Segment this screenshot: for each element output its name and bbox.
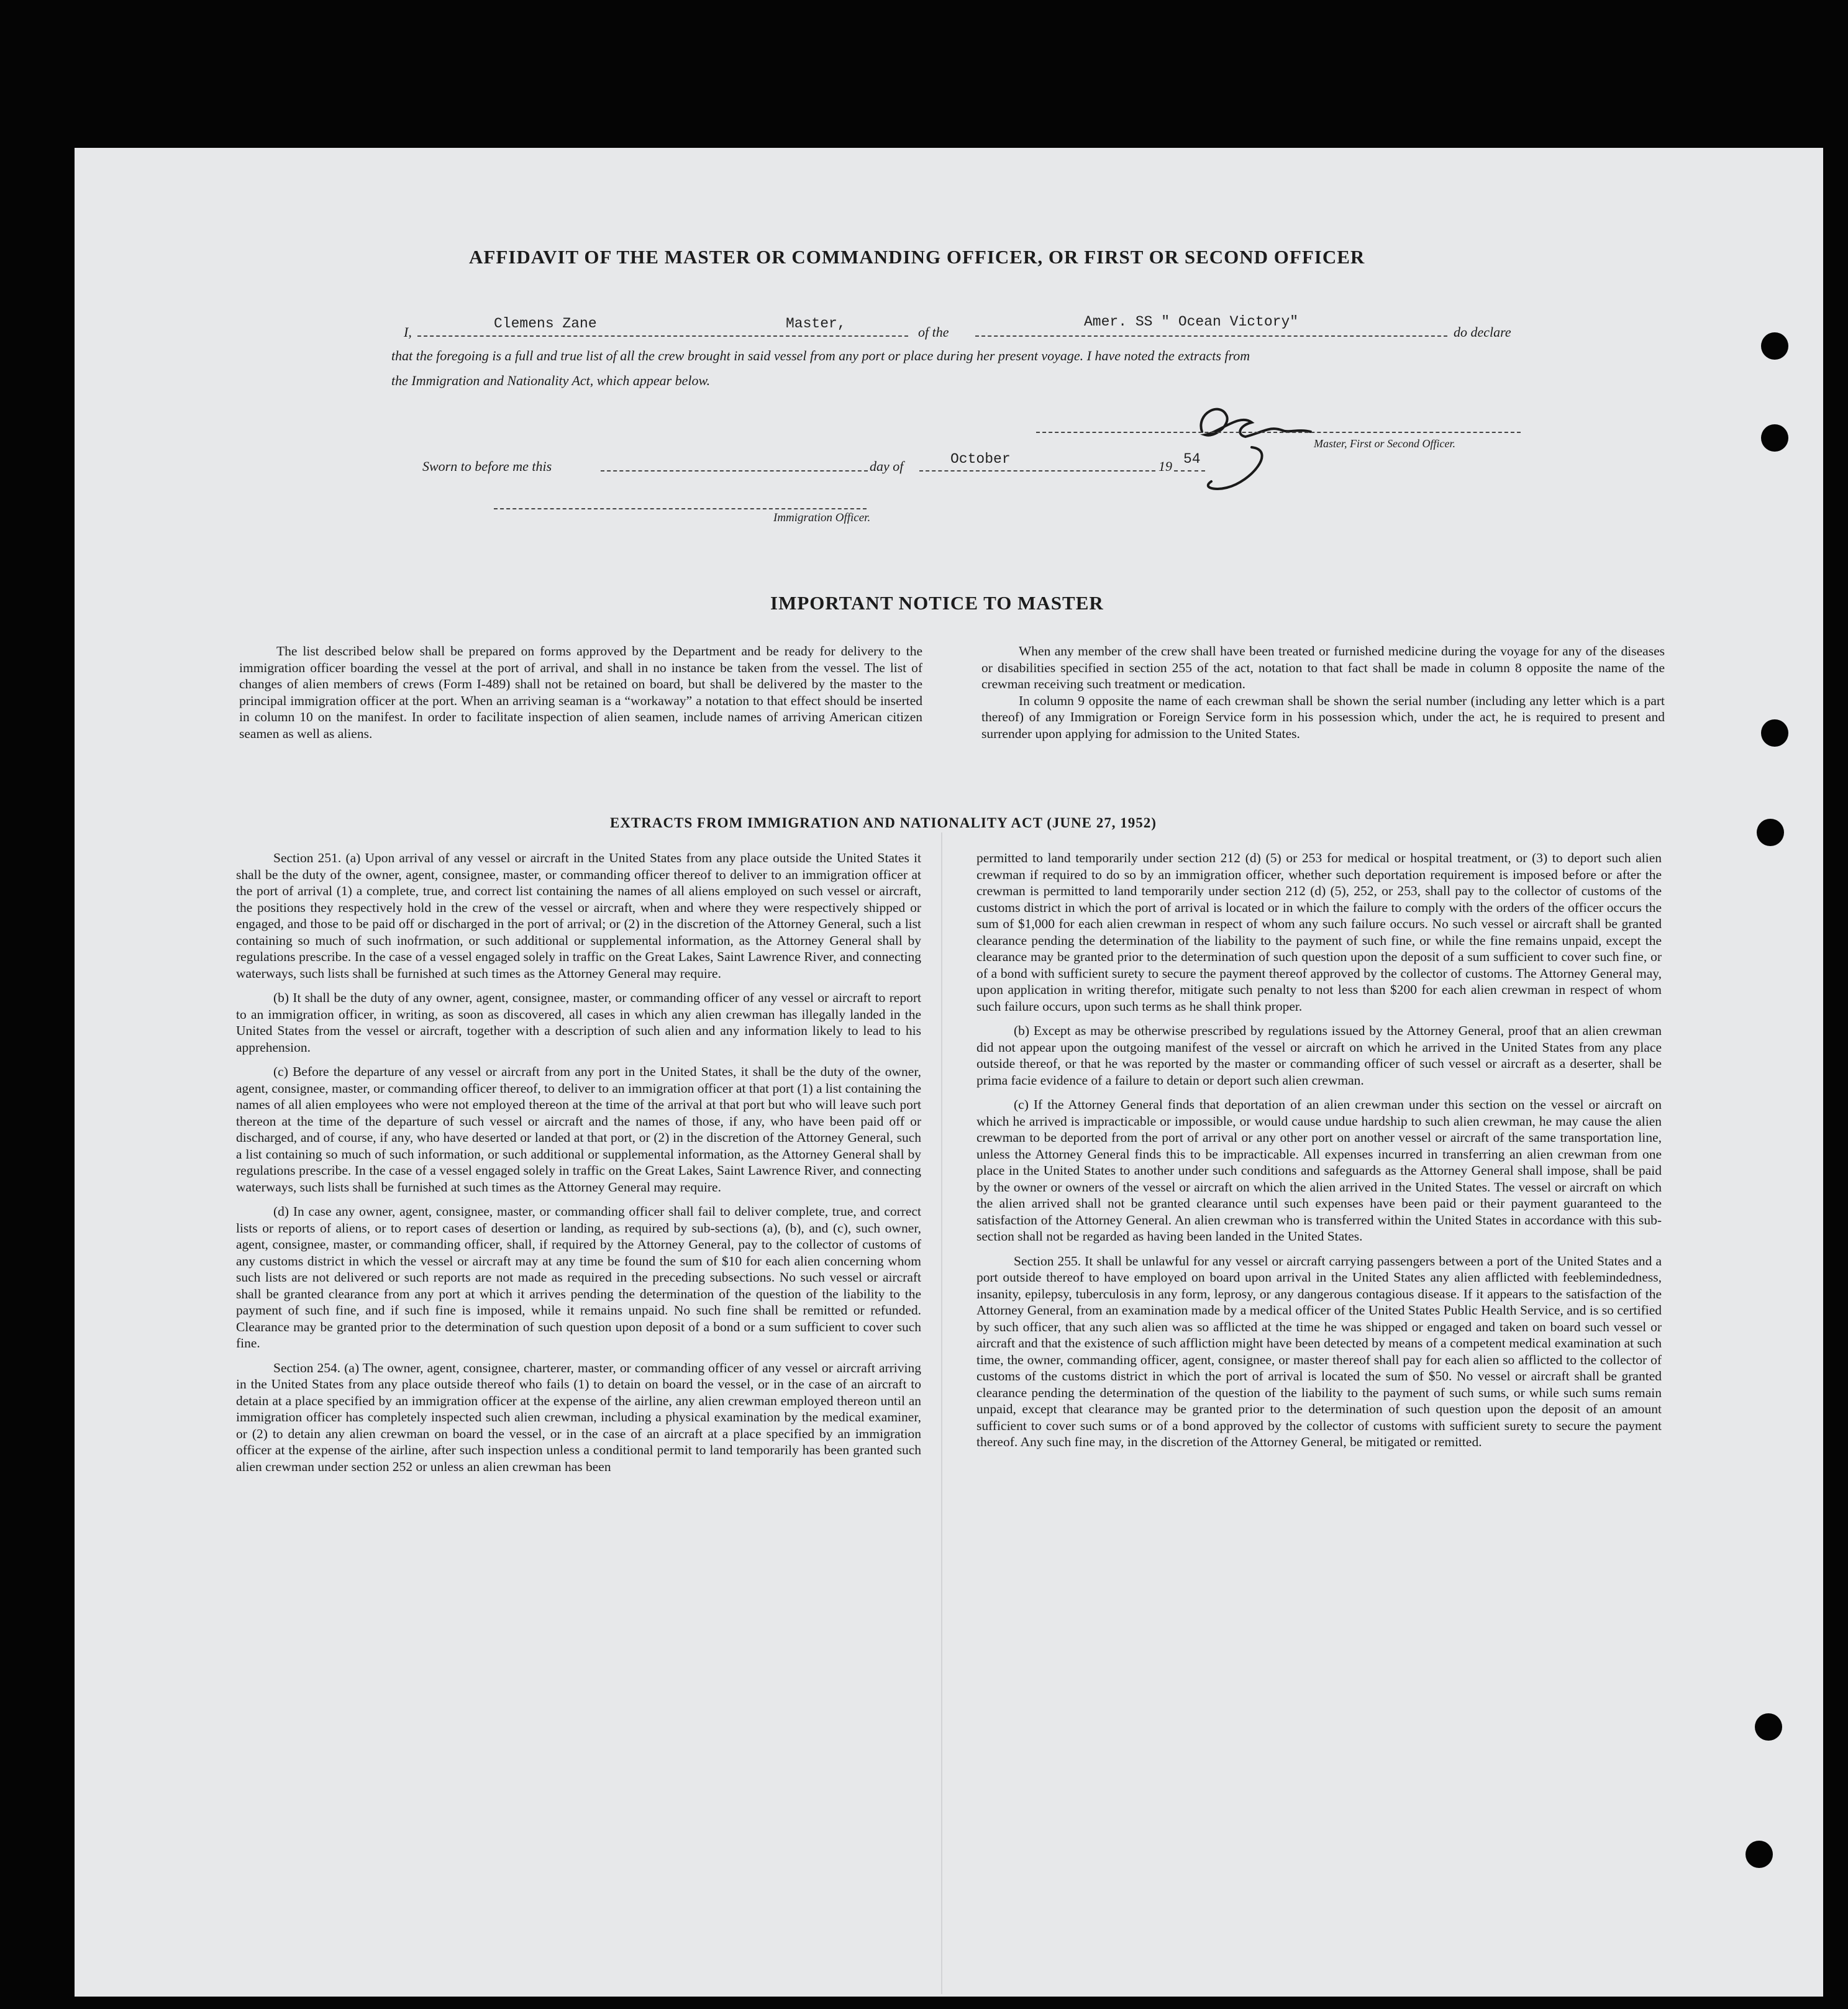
master-name: Clemens Zane bbox=[494, 316, 597, 332]
punch-hole bbox=[1757, 819, 1784, 846]
sworn-label: Sworn to before me this bbox=[422, 458, 552, 474]
punch-hole bbox=[1746, 1841, 1773, 1868]
year-prefix: 19 bbox=[1158, 458, 1172, 474]
section-251a-paragraph: Section 251. (a) Upon arrival of any vessel or aircraft in the United States from any place outside the United States it shall be the duty of the owner, agent, consignee, master, or commanding officer thereof to deliver to an immigration officer at the port of arrival (1) a complete, true, and correct list containing the names of all aliens employed on such vessel or aircraft, the positions they respectively hold in the crew of the vessel or aircraft, when and where they were respectively shipped or engaged, and those to be paid off or discharged in the port of arrival; or (2) in the discretion of the Attorney General, such a list containing so much of such inofrmation, or such additional or supplemental information, as the Attorney General shall by regulations prescribe. In the case of a vessel engaged solely in traffic on the Great Lakes, Saint Lawrence River, and connecting waterways, such lists shall be furnished at such times as the Attorney General may require. bbox=[236, 850, 921, 981]
year-line bbox=[1174, 470, 1205, 472]
do-declare-label: do declare bbox=[1454, 324, 1511, 340]
signature-line bbox=[1036, 432, 1521, 433]
section-251d-paragraph: (d) In case any owner, agent, consignee, master, or commanding officer shall fail to deliver complete, true, and correct lists or reports of aliens, or to report cases of desertion or landing, as required by sub-sections (a), (b), and (c), such owner, agent, consignee, master, or commanding officer, shall, if required by the Attorney General, pay to the collector of customs of any customs district in which the vessel or aircraft may at any time be found the sum of $10 for each alien concerning whom such lists are not delivered or such reports are not made as required in the preceding subsections. No such vessel or aircraft shall be granted clearance from any port at which it arrives pending the determination of the question of the liability to the payment of such fine, and if such fine is imposed, while it remains unpaid. No such fine shall be remitted or refunded. Clearance may be granted prior to the determination of such question upon deposit of a bond or a sum sufficient to cover such fine. bbox=[236, 1204, 921, 1351]
punch-hole bbox=[1761, 332, 1788, 360]
section-254a-paragraph: Section 254. (a) The owner, agent, consignee, charterer, master, or commanding officer of any vessel or aircraft arriving in the United States from any place outside thereof who fails (1) to detain on board the vessel, or in the case of an aircraft to detain at a place specified by an immigration officer at the expense of the airline, any alien crewman employed thereon until an immigration officer has completely inspected such alien crewman, including a physical examination by the medical examiner, or (2) to detain any alien crewman on board the vessel, or in the case of an aircraft at a place specified by an immigration officer at the expense of the airline, after such inspection unless a conditional permit to land temporarily has been granted such alien crewman under section 252 or unless an alien crewman has been bbox=[236, 1360, 921, 1474]
day-of-label: day of bbox=[870, 458, 904, 474]
notice-left-column bbox=[239, 643, 922, 742]
month-line bbox=[919, 470, 1155, 472]
vessel-line bbox=[975, 335, 1447, 337]
statement-line-2: the Immigration and Nationality Act, which appear below. bbox=[391, 373, 711, 388]
punch-hole bbox=[1755, 1713, 1782, 1741]
month-value: October bbox=[950, 451, 1011, 467]
section-254a-continued-paragraph: permitted to land temporarily under section 212 (d) (5) or 253 for medical or hospital treatment, or (3) to deport such alien crewman if required to do so by an immigration officer, whether such deportation requirement is imposed before or after the crewman is permitted to land temporarily under section 212 (d) (5), 252, or 253, shall pay to the collector of customs of the customs district in which the port of arrival is located or in which the failure to comply with the orders of the officer occurs the sum of $1,000 for each alien crewman in respect of whom any such failure occurs. No such vessel or aircraft shall be granted clearance pending the determination of the liability to the payment of such fine, or while the fine remains unpaid, except the clearance may be granted prior to the determination of such question upon the deposit of a sum sufficient to cover such fine, or of a bond with sufficient surety to secure the payment thereof approved by the collector of customs. The Attorney General may, upon application in writing therefor, mitigate such penalty to not less than $200 for each alien crewman in respect of whom such failure occurs, upon such terms as he shall think proper. bbox=[976, 850, 1662, 1014]
of-the-label: of the bbox=[918, 324, 949, 340]
statement-line-1: that the foregoing is a full and true list of all the crew brought in said vessel from any port or place during her present voyage. I have noted the extracts from bbox=[391, 348, 1250, 363]
notice-title: IMPORTANT NOTICE TO MASTER bbox=[770, 592, 1104, 614]
section-251b-paragraph: (b) It shall be the duty of any owner, agent, consignee, master, or commanding officer of any vessel or aircraft to report to an immigration officer, in writing, as soon as discovered, all cases in which any alien crewman has illegally landed in the United States from the vessel or aircraft, together with a description of such alien and any information likely to lead to his apprehension. bbox=[236, 990, 921, 1055]
section-255-paragraph: Section 255. It shall be unlawful for any vessel or aircraft carrying passengers between a port of the United States and a port outside thereof to have employed on board upon arrival in the United States any alien afflicted with feeblemindedness, insanity, epilepsy, tuberculosis in any form, leprosy, or any dangerous contagious disease. If it appears to the satisfaction of the Attorney General, from an examination made by a medical officer of the United States Public Health Service, and is so certified by such officer, that any such alien was so afflicted at the time he was shipped or engaged and taken on board such vessel or aircraft and that the existence of such affliction might have been detected by means of a competent medical examination at such time, the owner, commanding officer, agent, consignee, or master thereof shall pay for each alien so afflicted to the collector of customs of the customs district in which the port of arrival is located the sum of $50. No vessel or aircraft shall be granted clearance pending the determination of the question of the liability to the payment of such sums, or while such sums remain unpaid, except that clearance may be granted prior to the determination of such question upon the deposit of an amount sufficient to cover such sums or of a bond approved by the collector of customs with sufficient surety to secure the payment thereof. Any such fine may, in the discretion of the Attorney General, be mitigated or remitted. bbox=[976, 1253, 1662, 1449]
punch-hole bbox=[1761, 719, 1788, 747]
extracts-title: EXTRACTS FROM IMMIGRATION AND NATIONALITY ACT (JUNE 27, 1952) bbox=[610, 815, 1157, 831]
notice-right-paragraph-1: When any member of the crew shall have been treated or furnished medicine during the voyage for any of the diseases or disabilities specified in section 255 of the act, notation to that fact shall be made in column 8 opposite the name of the crewman receiving such treatment or medication. bbox=[981, 644, 1665, 691]
immigration-officer-line bbox=[494, 508, 867, 509]
punch-hole bbox=[1761, 424, 1788, 452]
signature-caption: Master, First or Second Officer. bbox=[1314, 437, 1455, 450]
notice-right-column bbox=[981, 643, 1665, 742]
page-fold-line bbox=[941, 832, 942, 1994]
extracts-right-column bbox=[976, 850, 1662, 1459]
vessel-name: Amer. SS " Ocean Victory" bbox=[1084, 314, 1299, 330]
affidavit-title: AFFIDAVIT OF THE MASTER OR COMMANDING OFFICER, OR FIRST OR SECOND OFFICER bbox=[469, 246, 1365, 268]
notice-right-paragraph-2: In column 9 opposite the name of each crewman shall be shown the serial number (including any letter which is a part thereof) of any Immigration or Foreign Service form in his possession which, under the act, he is required to present and surrender upon applying for admission to the United States. bbox=[981, 693, 1665, 741]
immigration-officer-caption: Immigration Officer. bbox=[773, 511, 871, 524]
sworn-day-line bbox=[601, 470, 868, 472]
section-251c-paragraph: (c) Before the departure of any vessel or aircraft from any port in the United States, it shall be the duty of the owner, agent, consignee, master, or commanding officer thereof, to deliver to an immigration officer at that port (1) a list containing the names of all alien employees who were not employed thereon at the time of the arrival at that port but who will leave such port thereon at the time of the departure of such vessel or aircraft and the names of those, if any, who have been paid off or discharged, and of course, if any, who have deserted or landed at that port, or (2) in the discretion of the Attorney General, such a list containing so much of such information, or such additional or supplemental information, as the Attorney General shall by regulations prescribe. In the case of a vessel engaged solely in traffic on the Great Lakes, Saint Lawrence River, and connecting waterways, such lists shall be furnished at such times as the Attorney General may require. bbox=[236, 1064, 921, 1195]
master-rank: Master, bbox=[786, 316, 846, 332]
section-254b-paragraph: (b) Except as may be otherwise prescribed by regulations issued by the Attorney General, proof that an alien crewman did not appear upon the outgoing manifest of the vessel or aircraft on which he arrived in the United States from any place outside thereof, or that he was reported by the master or commanding officer of such vessel or aircraft as a deserter, shall be prima facie evidence of a failure to detain or deport such alien crewman. bbox=[976, 1023, 1662, 1088]
year-value: 54 bbox=[1183, 451, 1201, 467]
name-line bbox=[417, 335, 908, 337]
i-label: I, bbox=[404, 324, 412, 340]
extracts-left-column bbox=[236, 850, 921, 1483]
notice-left-paragraph: The list described below shall be prepared on forms approved by the Department and be ready for delivery to the immigration officer boarding the vessel at the port of arrival, and shall in no instance be taken from the vessel. The list of changes of alien members of crews (Form I-489) shall not be retained on board, but shall be delivered by the master to the principal immigration officer at the port. When an arriving seaman is a “workaway” a notation to that effect should be inserted in column 10 on the manifest. In order to facilitate inspection of alien seamen, include names of arriving American citizen seamen as well as aliens. bbox=[239, 644, 922, 741]
section-254c-paragraph: (c) If the Attorney General finds that deportation of an alien crewman under this section on the vessel or aircraft on which he arrived is impracticable or impossible, or would cause undue hardship to such alien crewman, he may cause the alien crewman to be deported from the port of arrival or any other port on another vessel or aircraft of the same transportation line, unless the Attorney General finds this to be impracticable. All expenses incurred in transferring an alien crewman from one place in the United States to another under such conditions and safeguards as the Attorney General shall impose, shall be paid by the owner or owners of the vessel or aircraft on which the alien arrived in the United States. The vessel or aircraft on which the alien arrived shall not be granted clearance until such expenses have been paid or their payment guaranteed to the satisfaction of the Attorney General. An alien crewman who is transferred within the United States in accordance with this sub-section shall not be regarded as having been landed in the United States. bbox=[976, 1097, 1662, 1244]
